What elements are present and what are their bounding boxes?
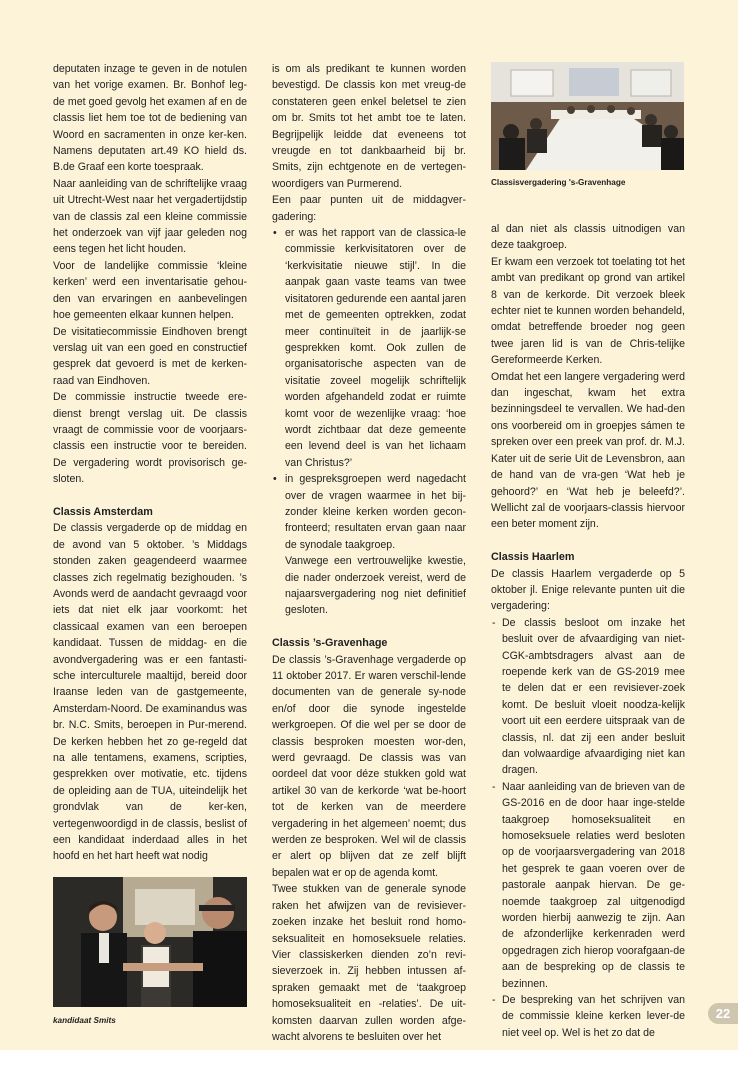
paragraph: Een paar punten uit de middagver-gadering: — [272, 194, 466, 223]
paragraph: Omdat het een langere vergadering werd dan ingeschat, kwam het extra bezinningsdeel te vervallen. We had-den ons voorbereid om in groepjes sámen te spreken over een preek van prof. dr. M.J. Kater uit de serie Uit de Levensbron, aan de hand van de vra-gen ‘Wat heb je gehoord?’ en ‘Wat heb je beleefd?’. Wellicht zal de voorjaars-classis hiervoor een beter moment zijn. — [491, 370, 685, 531]
paragraph: al dan niet als classis uitnodigen van deze taakgroep. — [491, 223, 685, 252]
paragraph: De commissie instructie tweede ere-dienst brengt verslag uit. De classis vraagt de commissie voor de voorjaars-classis een instructie voor te bereiden. De vergadering wordt provisorisch ge-sloten. — [53, 391, 247, 486]
paragraph: Twee stukken van de generale synode raken het afwijzen van de revisiever-zoeken inzake het besluit rond homo-seksualiteit en homoseksuele relaties. Vier classiskerken dienden zo’n revi-sieverzoek in. Zij hebben intussen af-spraken gemaakt met de ‘taakgroep homoseksualiteit en -relaties’. De uit-komsten daarvan zullen worden afge-wacht alvorens te besluiten over het — [272, 883, 466, 1043]
list-item: - De bespreking van het schrijven van de commissie kleine kerken lever-de niet veel op. Wel is het zo dat de — [491, 992, 685, 1041]
bullet-list — [272, 225, 466, 553]
page-number: 22 — [708, 1003, 738, 1024]
list-item: - De classis besloot om inzake het besluit over de afvaardiging van niet-CGK-ambtsdragers alvast aan de roepende kerk van de GS-2019 mee te delen dat er een revisiever-zoek komt. De besluit vloeit noodza-kelijk voort uit een eerdere uitspraak van de classis, nl. dat zij een ander besluit dan volwaardige afvaardiging niet kan dragen. — [491, 615, 685, 779]
paragraph: De classis Haarlem vergaderde op 5 oktober jl. Enige relevante punten uit die vergadering: — [491, 567, 685, 613]
section-heading-amsterdam: Classis Amsterdam — [53, 505, 153, 518]
list-item: • er was het rapport van de classica-le commissie kerkvisitatoren over de ‘kerkvisitatie nieuwe stijl’. In die aanpak gaan vaste teams van twee visitatoren gedurende een aantal jaren met de gemeenten optrekken, zodat meer continuïteit in de jaarlijk-se gesprekken komt. Ook zullen de organisatorische aspecten van de visitatie zoveel mogelijk schriftelijk worden afgehandeld zodat er ruimte komt voor de wezenlijke vraag: ‘hoe wordt zichtbaar dat deze gemeente een levend deel is van het lichaam van Christus?’ — [272, 225, 466, 471]
column-3 — [491, 221, 685, 1041]
section-heading-haarlem: Classis Haarlem — [491, 551, 575, 564]
paragraph: De classis ’s-Gravenhage vergaderde op 11 oktober 2017. Er waren verschil-lende documenten van de generale sy-node en/of door die synode ingestelde werkgroepen. Of die wel per se door de classis besproken moesten wor-den, werd gevraagd. De classis was van oordeel dat voor déze stukken gold wat artikel 30 van de kerkorde ‘wat be-hoort tot de kerken van de meerdere vergadering in het algemeen’ noemt; dus werden ze besproken. Wel wil de classis er alert op blijven dat ze zelf blijft bepalen wat er op de agenda komt. — [272, 653, 466, 879]
photo-caption-top: Classisvergadering 's-Gravenhage — [491, 178, 626, 187]
column-2 — [272, 61, 466, 1045]
candidate-photo — [53, 877, 247, 1007]
candidate-photo-illustration — [53, 877, 247, 1007]
dash-list — [491, 615, 685, 1042]
paragraph: Vanwege een vertrouwelijke kwestie, die nader onderzoek vereist, werd de najaarsvergadering nog niet definitief gesloten. — [285, 555, 466, 617]
column-1 — [53, 61, 247, 865]
paragraph: is om als predikant te kunnen worden bevestigd. De classis kon met vreug-de constateren geen enkel beletsel te zien om br. Smits tot het ambt toe te laten. Begrijpelijk leidde dat eveneens tot vreugde en tot dankbaarheid bij br. Smits, zijn echtgenote en de vertegen-woordigers van Purmerend. — [272, 63, 466, 190]
list-item: • in gespreksgroepen werd nagedacht over de vragen waarmee in het bij-zonder kleine kerken worden gecon-fronteerd; resultaten ervan gaan naar de synodale taakgroep. — [272, 471, 466, 553]
section-heading-gravenhage: Classis ’s-Gravenhage — [272, 637, 388, 650]
photo-caption-bottom: kandidaat Smits — [53, 1016, 116, 1025]
paragraph: De visitatiecommissie Eindhoven brengt verslag uit van een goed en constructief gesprek dat gevoerd is met de kerken-raad van Eindhoven. — [53, 325, 247, 387]
paragraph: deputaten inzage te geven in de notulen van het vorige examen. Br. Bonhof leg-de met goed gevolg het examen af en de classis liet hem toe tot de bediening van Woord en sacramenten in onze ker-ken. Namens deputaten art.49 KO hield ds. B.de Graaf een korte toespraak. — [53, 63, 247, 174]
meeting-photo-illustration — [491, 62, 684, 170]
paragraph: Er kwam een verzoek tot toelating tot het ambt van predikant op grond van artikel 8 van de kerkorde. Dit verzoek bleek echter niet te kunnen worden behandeld, omdat betreffende broeder nog geen twee jaren lid is van de Chris-telijke Gereformeerde Kerken. — [491, 255, 685, 367]
list-item: - Naar aanleiding van de brieven van de GS-2016 en de door haar inge-stelde taakgroep homoseksualiteit en homoseksuele relaties werd besloten op de voorjaarsvergadering van 2018 het gesprek te gaan voeren over de pastorale aanpak hiervan. De ge-noemde taakgroep zal uitgenodigd worden hierbij aanwezig te zijn. Aan de afzonderlijke kerkenraden werd opgedragen zich hierop voorafgaan-de aan de bespreking op de classis te bezinnen. — [491, 779, 685, 992]
paragraph: Naar aanleiding van de schriftelijke vraag uit Utrecht-West naar het vergadertijdstip van de classis zal een kleine commissie het onderzoek van vijf jaar geleden nog eens tegen het licht houden. — [53, 177, 247, 256]
paragraph: Voor de landelijke commissie ‘kleine kerken’ werd een inventarisatie gehou-den van ervaringen en aanbevelingen hoe gemeenten elkaar kunnen helpen. — [53, 259, 247, 322]
paragraph: De classis vergaderde op de middag en de avond van 5 oktober. ’s Middags stonden zaken geagendeerd waarmee classes zich regelmatig bezighouden. ’s Avonds werd de aandacht gevraagd voor iets dat niet elk jaar voorkomt: het classicaal examen van een beroepen kandidaat. Tussen de middag- en die avondvergadering was er een fantasti-sche interculturele maaltijd, bereid door Iraanse leden van de gastgemeente, Amsterdam-Noord. De examinandus was br. N.C. Smits, beroepen in Pur-merend. De kerken hebben het zo ge-regeld dat na alle tentamens, examens, scripties, gesprekken over motivatie, etc. tijdens de opleiding aan de TUA, uiteindelijk het grondvlak van de ker-ken, vertegenwoordigd in de classis, beslist of een kandidaat inderdaad alles in het hoofd en het hart heeft wat nodig — [53, 522, 247, 863]
meeting-photo — [491, 62, 684, 170]
